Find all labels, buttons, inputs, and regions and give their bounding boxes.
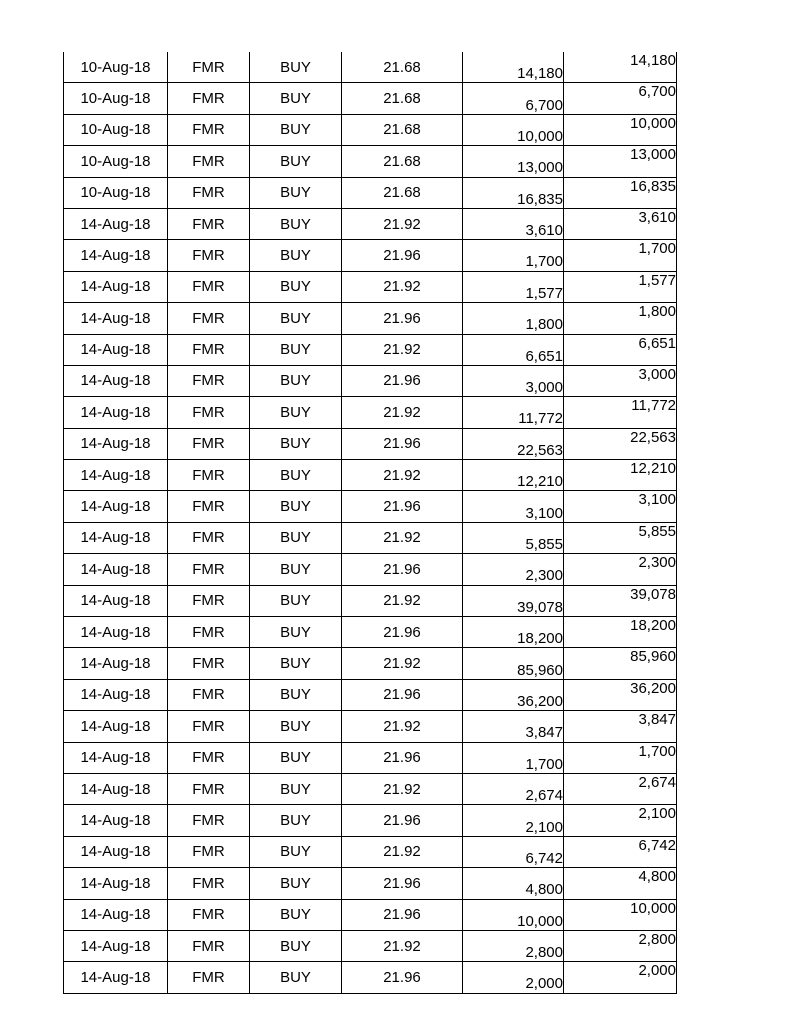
trade-action-cell: BUY [250, 930, 342, 961]
manager-cell: FMR [168, 679, 250, 710]
quantity-total-cell: 2,100 [564, 805, 677, 836]
price-cell: 21.96 [342, 554, 463, 585]
manager-cell: FMR [168, 522, 250, 553]
quantity-cell: 1,700 [463, 742, 564, 773]
trades-table-body [64, 52, 677, 993]
quantity-cell: 85,960 [463, 648, 564, 679]
table-row [64, 303, 677, 334]
trade-action-cell: BUY [250, 962, 342, 993]
manager-cell: FMR [168, 930, 250, 961]
trade-date-cell: 14-Aug-18 [64, 365, 168, 396]
manager-cell: FMR [168, 146, 250, 177]
trade-date-cell: 14-Aug-18 [64, 868, 168, 899]
trade-date-cell: 14-Aug-18 [64, 240, 168, 271]
manager-cell: FMR [168, 773, 250, 804]
quantity-total-cell: 3,847 [564, 711, 677, 742]
table-row [64, 146, 677, 177]
manager-cell: FMR [168, 711, 250, 742]
trade-action-cell: BUY [250, 711, 342, 742]
trade-date-cell: 14-Aug-18 [64, 554, 168, 585]
manager-cell: FMR [168, 899, 250, 930]
quantity-total-cell: 12,210 [564, 460, 677, 491]
price-cell: 21.68 [342, 52, 463, 83]
trade-action-cell: BUY [250, 83, 342, 114]
trade-action-cell: BUY [250, 491, 342, 522]
quantity-cell: 12,210 [463, 460, 564, 491]
trade-date-cell: 10-Aug-18 [64, 114, 168, 145]
trade-action-cell: BUY [250, 868, 342, 899]
trade-date-cell: 14-Aug-18 [64, 428, 168, 459]
price-cell: 21.92 [342, 648, 463, 679]
price-cell: 21.96 [342, 240, 463, 271]
quantity-total-cell: 39,078 [564, 585, 677, 616]
trade-action-cell: BUY [250, 428, 342, 459]
table-row [64, 585, 677, 616]
quantity-cell: 2,000 [463, 962, 564, 993]
trade-action-cell: BUY [250, 365, 342, 396]
price-cell: 21.96 [342, 365, 463, 396]
trades-table [63, 52, 677, 994]
quantity-cell: 16,835 [463, 177, 564, 208]
price-cell: 21.68 [342, 177, 463, 208]
trade-date-cell: 14-Aug-18 [64, 742, 168, 773]
table-row [64, 773, 677, 804]
table-row [64, 208, 677, 239]
trade-action-cell: BUY [250, 836, 342, 867]
price-cell: 21.92 [342, 271, 463, 302]
manager-cell: FMR [168, 742, 250, 773]
price-cell: 21.96 [342, 428, 463, 459]
trade-action-cell: BUY [250, 585, 342, 616]
trade-action-cell: BUY [250, 271, 342, 302]
quantity-cell: 10,000 [463, 114, 564, 145]
trade-date-cell: 10-Aug-18 [64, 83, 168, 114]
table-row [64, 334, 677, 365]
table-row [64, 805, 677, 836]
quantity-total-cell: 13,000 [564, 146, 677, 177]
price-cell: 21.96 [342, 899, 463, 930]
quantity-cell: 2,100 [463, 805, 564, 836]
quantity-cell: 39,078 [463, 585, 564, 616]
quantity-total-cell: 18,200 [564, 617, 677, 648]
table-row [64, 648, 677, 679]
manager-cell: FMR [168, 648, 250, 679]
table-row [64, 397, 677, 428]
manager-cell: FMR [168, 868, 250, 899]
quantity-total-cell: 2,800 [564, 930, 677, 961]
manager-cell: FMR [168, 962, 250, 993]
trade-date-cell: 14-Aug-18 [64, 271, 168, 302]
trade-date-cell: 14-Aug-18 [64, 679, 168, 710]
quantity-total-cell: 14,180 [564, 52, 677, 83]
table-row [64, 83, 677, 114]
quantity-total-cell: 16,835 [564, 177, 677, 208]
price-cell: 21.92 [342, 334, 463, 365]
manager-cell: FMR [168, 805, 250, 836]
manager-cell: FMR [168, 52, 250, 83]
price-cell: 21.96 [342, 303, 463, 334]
quantity-total-cell: 11,772 [564, 397, 677, 428]
trade-date-cell: 14-Aug-18 [64, 208, 168, 239]
quantity-total-cell: 10,000 [564, 114, 677, 145]
price-cell: 21.92 [342, 711, 463, 742]
price-cell: 21.92 [342, 460, 463, 491]
trade-date-cell: 14-Aug-18 [64, 899, 168, 930]
price-cell: 21.96 [342, 491, 463, 522]
trade-action-cell: BUY [250, 52, 342, 83]
manager-cell: FMR [168, 271, 250, 302]
trade-date-cell: 14-Aug-18 [64, 836, 168, 867]
table-row [64, 114, 677, 145]
trade-action-cell: BUY [250, 648, 342, 679]
quantity-total-cell: 85,960 [564, 648, 677, 679]
manager-cell: FMR [168, 397, 250, 428]
quantity-cell: 3,000 [463, 365, 564, 396]
quantity-cell: 2,300 [463, 554, 564, 585]
quantity-total-cell: 3,100 [564, 491, 677, 522]
quantity-cell: 11,772 [463, 397, 564, 428]
quantity-total-cell: 2,674 [564, 773, 677, 804]
quantity-cell: 6,742 [463, 836, 564, 867]
price-cell: 21.96 [342, 868, 463, 899]
quantity-cell: 2,674 [463, 773, 564, 804]
table-row [64, 271, 677, 302]
price-cell: 21.68 [342, 146, 463, 177]
trade-date-cell: 14-Aug-18 [64, 303, 168, 334]
price-cell: 21.68 [342, 83, 463, 114]
quantity-cell: 1,577 [463, 271, 564, 302]
manager-cell: FMR [168, 334, 250, 365]
quantity-total-cell: 6,651 [564, 334, 677, 365]
trade-date-cell: 14-Aug-18 [64, 962, 168, 993]
trade-action-cell: BUY [250, 240, 342, 271]
table-row [64, 365, 677, 396]
manager-cell: FMR [168, 554, 250, 585]
price-cell: 21.96 [342, 805, 463, 836]
quantity-cell: 22,563 [463, 428, 564, 459]
price-cell: 21.92 [342, 585, 463, 616]
trade-action-cell: BUY [250, 397, 342, 428]
trade-action-cell: BUY [250, 177, 342, 208]
quantity-total-cell: 4,800 [564, 868, 677, 899]
price-cell: 21.96 [342, 679, 463, 710]
quantity-total-cell: 6,742 [564, 836, 677, 867]
trade-action-cell: BUY [250, 617, 342, 648]
trade-date-cell: 14-Aug-18 [64, 617, 168, 648]
table-row [64, 742, 677, 773]
trade-date-cell: 14-Aug-18 [64, 773, 168, 804]
trade-action-cell: BUY [250, 522, 342, 553]
table-row [64, 679, 677, 710]
trade-date-cell: 14-Aug-18 [64, 930, 168, 961]
manager-cell: FMR [168, 177, 250, 208]
table-row [64, 554, 677, 585]
quantity-cell: 3,610 [463, 208, 564, 239]
price-cell: 21.96 [342, 617, 463, 648]
price-cell: 21.92 [342, 208, 463, 239]
trade-action-cell: BUY [250, 742, 342, 773]
quantity-cell: 3,847 [463, 711, 564, 742]
trade-date-cell: 14-Aug-18 [64, 522, 168, 553]
trade-action-cell: BUY [250, 554, 342, 585]
manager-cell: FMR [168, 836, 250, 867]
manager-cell: FMR [168, 303, 250, 334]
quantity-cell: 13,000 [463, 146, 564, 177]
quantity-cell: 1,800 [463, 303, 564, 334]
trade-action-cell: BUY [250, 899, 342, 930]
table-row [64, 836, 677, 867]
trade-action-cell: BUY [250, 303, 342, 334]
quantity-total-cell: 36,200 [564, 679, 677, 710]
trade-action-cell: BUY [250, 334, 342, 365]
price-cell: 21.96 [342, 962, 463, 993]
trade-date-cell: 14-Aug-18 [64, 711, 168, 742]
table-row [64, 868, 677, 899]
manager-cell: FMR [168, 240, 250, 271]
trade-action-cell: BUY [250, 114, 342, 145]
table-row [64, 711, 677, 742]
quantity-cell: 14,180 [463, 52, 564, 83]
table-row [64, 240, 677, 271]
table-row [64, 962, 677, 993]
table-row [64, 522, 677, 553]
table-row [64, 52, 677, 83]
trade-date-cell: 10-Aug-18 [64, 146, 168, 177]
quantity-total-cell: 2,000 [564, 962, 677, 993]
trade-date-cell: 10-Aug-18 [64, 52, 168, 83]
quantity-total-cell: 1,800 [564, 303, 677, 334]
price-cell: 21.92 [342, 522, 463, 553]
trade-date-cell: 14-Aug-18 [64, 648, 168, 679]
manager-cell: FMR [168, 491, 250, 522]
quantity-total-cell: 2,300 [564, 554, 677, 585]
quantity-total-cell: 1,700 [564, 742, 677, 773]
quantity-cell: 6,700 [463, 83, 564, 114]
manager-cell: FMR [168, 428, 250, 459]
price-cell: 21.96 [342, 742, 463, 773]
manager-cell: FMR [168, 208, 250, 239]
trade-date-cell: 10-Aug-18 [64, 177, 168, 208]
quantity-cell: 10,000 [463, 899, 564, 930]
price-cell: 21.92 [342, 773, 463, 804]
trade-action-cell: BUY [250, 208, 342, 239]
trade-action-cell: BUY [250, 805, 342, 836]
price-cell: 21.92 [342, 836, 463, 867]
manager-cell: FMR [168, 114, 250, 145]
quantity-total-cell: 3,610 [564, 208, 677, 239]
table-row [64, 177, 677, 208]
table-row [64, 617, 677, 648]
price-cell: 21.92 [342, 397, 463, 428]
table-row [64, 930, 677, 961]
trade-action-cell: BUY [250, 773, 342, 804]
quantity-total-cell: 1,577 [564, 271, 677, 302]
trade-action-cell: BUY [250, 460, 342, 491]
trade-date-cell: 14-Aug-18 [64, 397, 168, 428]
price-cell: 21.92 [342, 930, 463, 961]
manager-cell: FMR [168, 365, 250, 396]
quantity-cell: 4,800 [463, 868, 564, 899]
manager-cell: FMR [168, 460, 250, 491]
manager-cell: FMR [168, 617, 250, 648]
trade-date-cell: 14-Aug-18 [64, 491, 168, 522]
table-row [64, 460, 677, 491]
trade-action-cell: BUY [250, 679, 342, 710]
quantity-cell: 3,100 [463, 491, 564, 522]
quantity-total-cell: 5,855 [564, 522, 677, 553]
trade-date-cell: 14-Aug-18 [64, 805, 168, 836]
trade-date-cell: 14-Aug-18 [64, 460, 168, 491]
quantity-cell: 2,800 [463, 930, 564, 961]
quantity-total-cell: 1,700 [564, 240, 677, 271]
quantity-cell: 36,200 [463, 679, 564, 710]
table-row [64, 491, 677, 522]
quantity-total-cell: 22,563 [564, 428, 677, 459]
trade-date-cell: 14-Aug-18 [64, 585, 168, 616]
trade-date-cell: 14-Aug-18 [64, 334, 168, 365]
trade-action-cell: BUY [250, 146, 342, 177]
quantity-cell: 5,855 [463, 522, 564, 553]
quantity-total-cell: 6,700 [564, 83, 677, 114]
manager-cell: FMR [168, 585, 250, 616]
quantity-cell: 6,651 [463, 334, 564, 365]
table-row [64, 428, 677, 459]
price-cell: 21.68 [342, 114, 463, 145]
quantity-cell: 1,700 [463, 240, 564, 271]
quantity-total-cell: 10,000 [564, 899, 677, 930]
quantity-cell: 18,200 [463, 617, 564, 648]
table-row [64, 899, 677, 930]
manager-cell: FMR [168, 83, 250, 114]
quantity-total-cell: 3,000 [564, 365, 677, 396]
